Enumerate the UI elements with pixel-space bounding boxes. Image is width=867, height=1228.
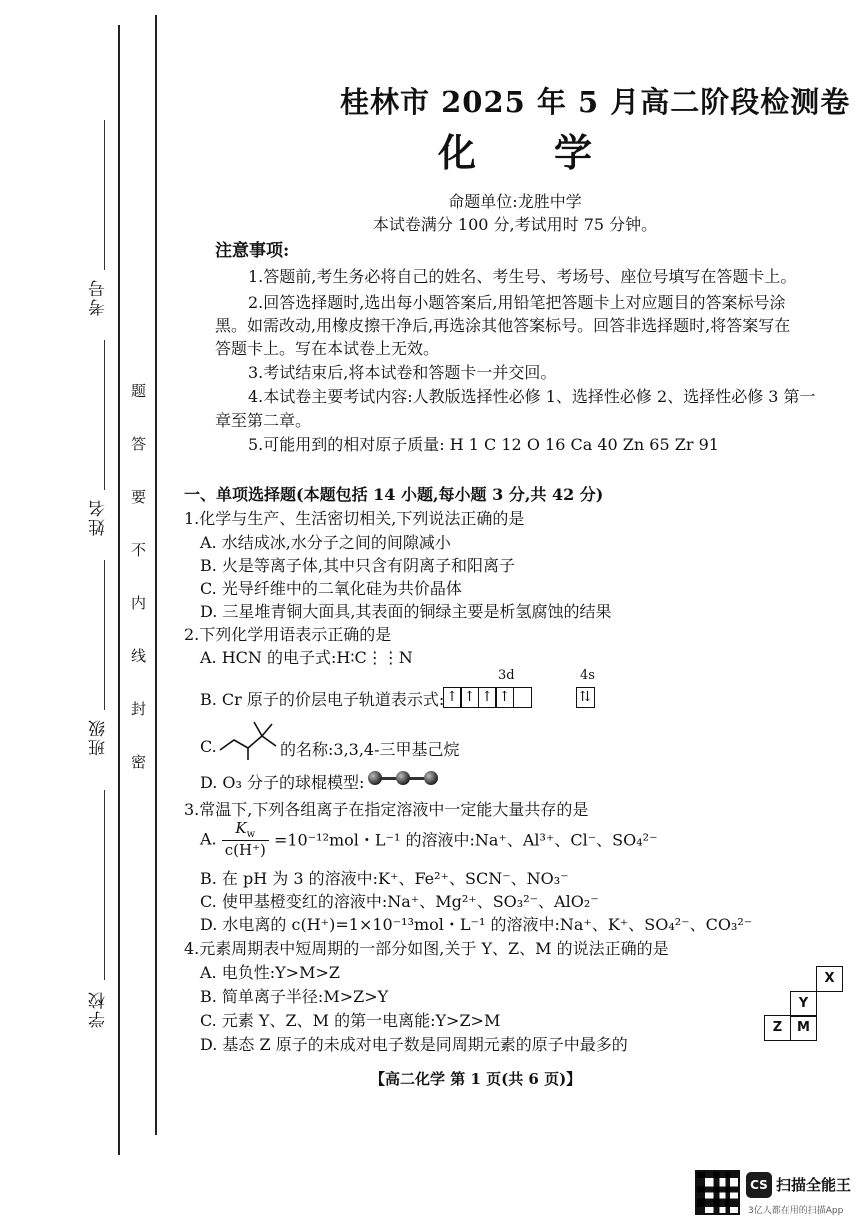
notice-line: 章至第二章。 <box>215 411 312 430</box>
option-d: D. O₃ 分子的球棍模型: <box>200 773 365 792</box>
class-label: 班级 <box>89 718 109 756</box>
seal-char: 答 <box>131 435 147 453</box>
exam-no-blank[interactable] <box>104 120 105 270</box>
question-stem: 2.下列化学用语表示正确的是 <box>184 625 392 644</box>
orbital-box: ↑ <box>460 687 479 708</box>
notice-line: 4.本试卷主要考试内容:人教版选择性必修 1、选择性必修 2、选择性必修 3 第一 <box>248 387 816 406</box>
option-a-prefix: A. <box>200 829 217 849</box>
subject-title <box>438 122 592 177</box>
option-b: B. Cr 原子的价层电子轨道表示式: <box>200 690 445 709</box>
orbital-3d-boxes <box>444 687 532 708</box>
camscanner-logo-icon: CS <box>746 1172 772 1198</box>
name-blank[interactable] <box>104 340 105 490</box>
setter-line: 命题单位:龙胜中学 <box>448 192 582 211</box>
orbital-box: ↑ <box>478 687 497 708</box>
section-heading: 一、单项选择题(本题包括 14 小题,每小题 3 分,共 42 分) <box>184 485 604 504</box>
orbital-box: ↑ <box>443 687 462 708</box>
option-a: A. HCN 的电子式:H∶C⋮⋮N <box>200 648 413 667</box>
question-stem: 3.常温下,下列各组离子在指定溶液中一定能大量共存的是 <box>184 800 589 819</box>
binding-line-outer <box>118 25 120 1155</box>
ball-stick-model <box>368 771 440 787</box>
notice-line: 2.回答选择题时,选出每小题答案后,用铅笔把答题卡上对应题目的答案标号涂 <box>248 293 786 312</box>
seal-char: 题 <box>131 382 147 400</box>
periodic-cell-y: Y <box>790 991 817 1017</box>
question-stem: 1.化学与生产、生活密切相关,下列说法正确的是 <box>184 509 525 528</box>
option-a: A. 水结成冰,水分子之间的间隙减小 <box>200 533 451 552</box>
school-label: 学校 <box>89 990 109 1028</box>
seal-char: 不 <box>131 541 147 559</box>
option-a-rest: =10⁻¹²mol・L⁻¹ 的溶液中:Na⁺、Al³⁺、Cl⁻、SO₄²⁻ <box>273 830 658 850</box>
option-d: D. 基态 Z 原子的未成对电子数是同周期元素的原子中最多的 <box>200 1035 628 1054</box>
scanner-app-name: 扫描全能王 <box>776 1176 852 1194</box>
label-4s: 4s <box>580 668 595 683</box>
option-b: B. 在 pH 为 3 的溶液中:K⁺、Fe²⁺、SCN⁻、NO₃⁻ <box>200 869 569 888</box>
periodic-cell-z: Z <box>764 1015 791 1041</box>
option-b: B. 简单离子半径:M>Z>Y <box>200 987 389 1006</box>
option-d: D. 水电离的 c(H⁺)=1×10⁻¹³mol・L⁻¹ 的溶液中:Na⁺、K⁺、SO₄²⁻、CO₃²⁻ <box>200 915 753 934</box>
exam-title: 桂林市 2025 年 5 月高二阶段检测卷 <box>340 85 851 119</box>
seal-char: 封 <box>131 700 147 718</box>
fraction-denominator: c(H⁺) <box>224 841 266 859</box>
orbital-box: ⇅ <box>576 687 595 708</box>
school-blank[interactable] <box>104 790 105 980</box>
page-footer: 【高二化学 第 1 页(共 6 页)】 <box>370 1070 582 1088</box>
notice-line: 5.可能用到的相对原子质量: H 1 C 12 O 16 Ca 40 Zn 65 Zr 91 <box>248 435 719 454</box>
option-a: A. 电负性:Y>M>Z <box>200 963 340 982</box>
option-c-text: 的名称:3,3,4-三甲基己烷 <box>280 740 460 759</box>
periodic-cell-m: M <box>790 1015 817 1041</box>
seal-char: 密 <box>131 753 147 771</box>
binding-line-inner <box>155 15 157 1135</box>
periodic-cell-x: X <box>816 966 843 992</box>
exam-info-line: 本试卷满分 100 分,考试用时 75 分钟。 <box>372 215 658 234</box>
orbital-4s-boxes <box>577 687 595 708</box>
label-3d: 3d <box>498 668 515 683</box>
kw-fraction <box>222 819 269 859</box>
exam-no-label: 考号 <box>89 278 109 316</box>
option-c-prefix: C. <box>200 737 217 756</box>
option-c: C. 光导纤维中的二氧化硅为共价晶体 <box>200 579 462 598</box>
scanner-tagline: 3亿人都在用的扫描App <box>748 1206 844 1216</box>
option-a <box>200 819 658 859</box>
option-d: D. 三星堆青铜大面具,其表面的铜绿主要是析氢腐蚀的结果 <box>200 602 612 621</box>
notice-line: 3.考试结束后,将本试卷和答题卡一并交回。 <box>248 363 557 382</box>
option-c: C. 使甲基橙变红的溶液中:Na⁺、Mg²⁺、SO₃²⁻、AlO₂⁻ <box>200 892 599 911</box>
skeletal-formula <box>218 718 280 762</box>
subject-char: 学 <box>554 130 593 175</box>
notice-line: 答题卡上。写在本试卷上无效。 <box>215 339 440 358</box>
subject-char: 化 <box>438 130 477 175</box>
notice-heading: 注意事项: <box>215 241 290 261</box>
notice-line: 1.答题前,考生务必将自己的姓名、考生号、考场号、座位号填写在答题卡上。 <box>248 267 797 286</box>
atom-ball <box>396 771 410 785</box>
option-c: C. 元素 Y、Z、M 的第一电离能:Y>Z>M <box>200 1011 501 1030</box>
seal-char: 内 <box>131 594 147 612</box>
notice-line: 黑。如需改动,用橡皮擦干净后,再选涂其他答案标号。回答非选择题时,将答案写在 <box>215 316 791 335</box>
atom-ball <box>368 771 382 785</box>
seal-char: 线 <box>131 647 147 665</box>
qr-code-icon <box>695 1170 740 1215</box>
class-blank[interactable] <box>104 560 105 710</box>
name-label: 姓名 <box>89 498 109 536</box>
option-b: B. 火是等离子体,其中只含有阴离子和阳离子 <box>200 556 516 575</box>
fraction-numerator: $K_w$ <box>222 819 269 841</box>
orbital-box: ↑ <box>495 687 514 708</box>
atom-ball <box>424 771 438 785</box>
seal-char: 要 <box>131 488 147 506</box>
orbital-box <box>513 687 532 708</box>
question-stem: 4.元素周期表中短周期的一部分如图,关于 Y、Z、M 的说法正确的是 <box>184 939 669 958</box>
